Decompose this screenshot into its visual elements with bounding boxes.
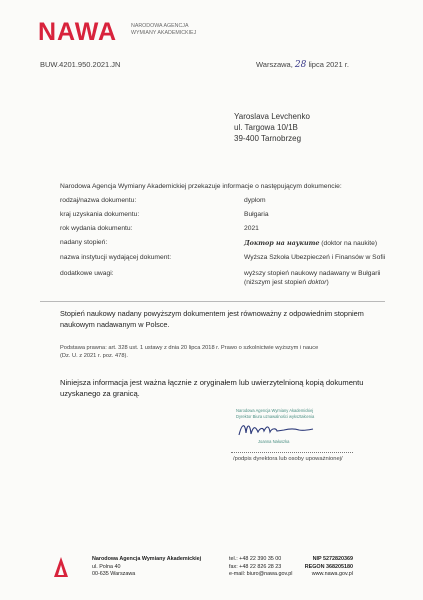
agency-name: NARODOWA AGENCJA WYMIANY AKADEMICKIEJ (131, 23, 197, 36)
place-and-date: Warszawa, 28 lipca 2021 r. (256, 60, 349, 70)
divider (40, 301, 385, 302)
signature-caption: /podpis dyrektora lub osoby upoważnionej/ (233, 456, 343, 462)
legal-basis-line1: Podstawa prawna: art. 328 ust. 1 ustawy z dnia 20 lipca 2018 r. Prawo o szkolnictwie wyższym i nauce (60, 345, 319, 351)
stamp-line2: Dyrektor Biura uznawalności wykształcenia (236, 414, 315, 419)
handwritten-day: 28 (294, 60, 307, 70)
legal-basis-line2: (Dz. U. z 2021 r. poz. 478). (60, 353, 128, 359)
recipient-street: ul. Targowa 10/1B (234, 123, 298, 132)
doc-type-label: rodzaj/nazwa dokumentu: (60, 197, 137, 204)
signature-line (231, 452, 353, 453)
intro-text: Narodowa Agencja Wymiany Akademickiej przekazuje informacje o następującym dokumencie: (60, 183, 342, 190)
footer-website-link[interactable]: www.nawa.gov.pl (311, 571, 353, 577)
footer-contact: tel.: +48 22 390 35 00 fax: +48 22 826 28 23 e-mail: biuro@nawa.gov.pl (229, 556, 293, 577)
additional-label: dodatkowe uwagi: (60, 270, 114, 277)
recipient-city: 39-400 Tarnobrzeg (234, 134, 302, 143)
year-value: 2021 (244, 225, 259, 232)
recipient-name: Yaroslava Levchenko (234, 112, 310, 121)
signature-image (236, 419, 316, 441)
equivalence-line2: naukowym nadawanym w Polsce. (60, 320, 170, 329)
additional-line1: wyższy stopień naukowy nadawany w Bułgarii (244, 270, 381, 277)
validity-line1: Niniejsza informacja jest ważna łącznie z oryginałem lub uwierzytelnioną kopią dokumentu (60, 378, 364, 387)
nawa-logo: NAWA (38, 18, 117, 46)
footer-email-link[interactable]: e-mail: biuro@nawa.gov.pl (229, 571, 293, 577)
country-value: Bułgaria (244, 211, 269, 218)
equivalence-line1: Stopień naukowy nadany powyższym dokumentem jest równoważny z odpowiednim stopniem (60, 309, 364, 318)
institution-value: Wyższa Szkoła Ubezpieczeń i Finansów w Sofii (244, 254, 386, 261)
reference-number: BUW.4201.950.2021.JN (40, 60, 121, 69)
degree-value: Доктор на науките (doktor na naukite) (244, 239, 378, 247)
degree-label: nadany stopień: (60, 239, 108, 246)
stamp-line1: Narodowa Agencja Wymiany Akademickiej (236, 408, 314, 413)
nawa-triangle-icon (53, 556, 69, 578)
year-label: rok wydania dokumentu: (60, 225, 133, 232)
institution-label: nazwa instytucji wydającej dokument: (60, 254, 172, 261)
doc-type-value: dyplom (244, 197, 266, 204)
footer-registry: NIP 5272820369 REGON 368205180 www.nawa.gov.pl (304, 556, 353, 577)
validity-line2: uzyskanego za granicą. (60, 389, 140, 398)
country-label: kraj uzyskania dokumentu: (60, 211, 140, 218)
footer-address: Narodowa Agencja Wymiany Akademickiej ul. Polna 40 00-635 Warszawa (92, 556, 202, 577)
additional-line2: (niższym jest stopień doktor) (244, 279, 329, 286)
stamp-signatory-name: Joanna Nałuszka (258, 439, 290, 444)
